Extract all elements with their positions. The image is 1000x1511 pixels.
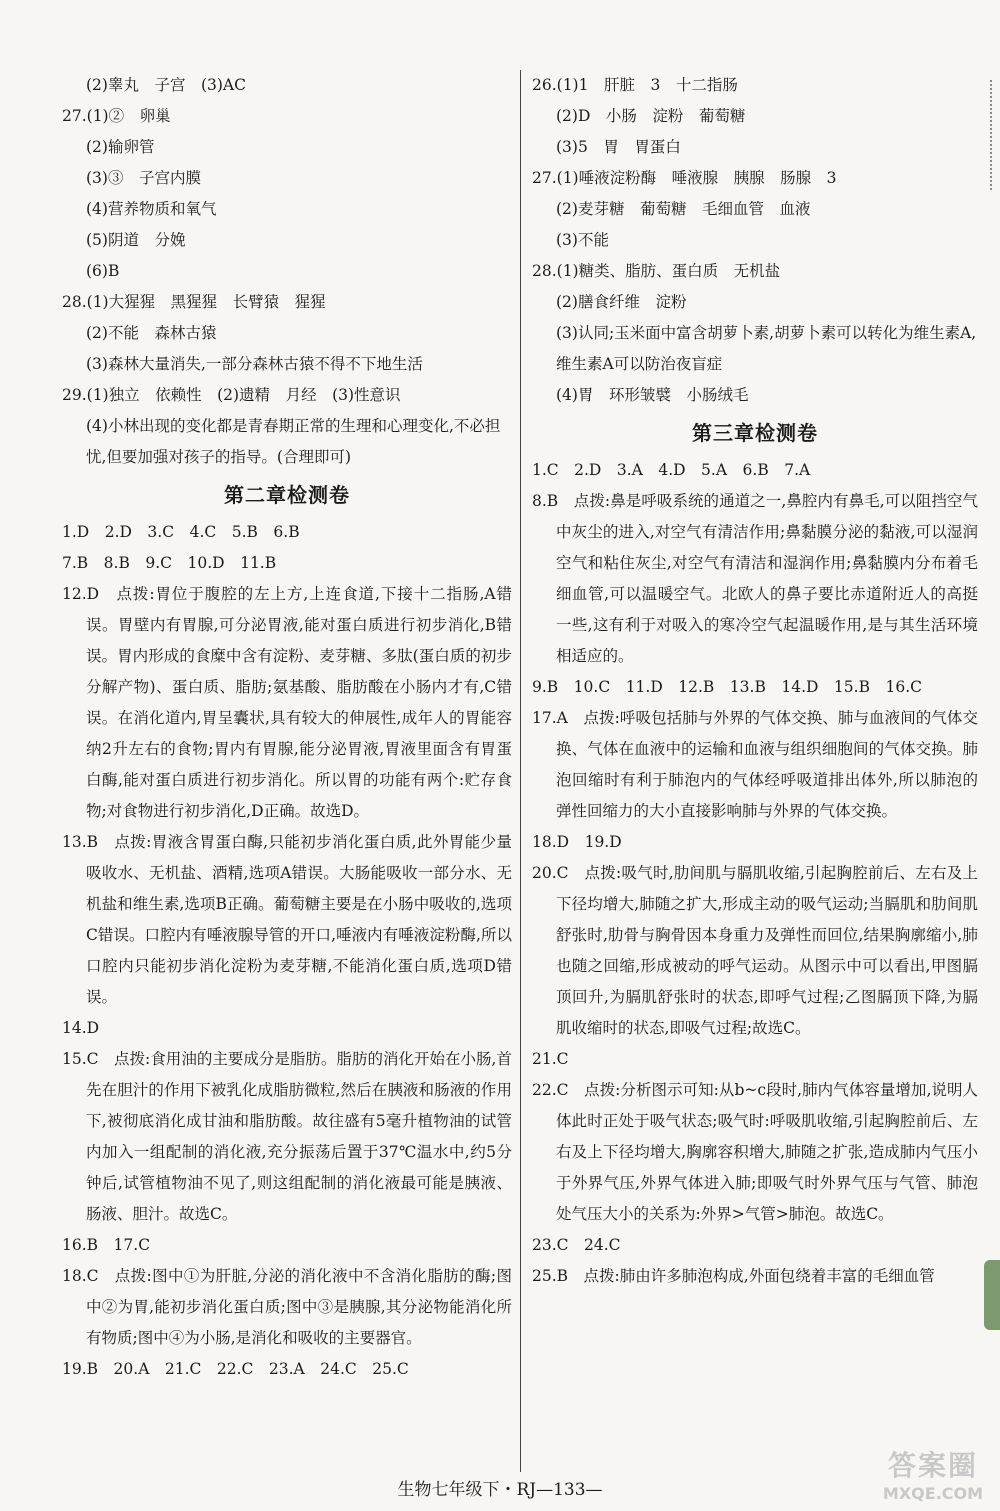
watermark-logo xyxy=(874,1444,992,1503)
answer-line: (2)输卵管 xyxy=(86,138,155,156)
answer-line: (3)5 胃 胃蛋白 xyxy=(556,138,681,156)
side-tab xyxy=(984,1260,1000,1330)
answer-line: (2)膳食纤维 淀粉 xyxy=(556,293,687,311)
answer-line: 16.B 17.C xyxy=(62,1236,151,1254)
answer-line: (4)小林出现的变化都是青春期正常的生理和心理变化,不必担忧,但要加强对孩子的指导。(合理即可) xyxy=(86,417,501,466)
answer-line: 26.(1)1 肝脏 3 十二指肠 xyxy=(532,76,738,94)
answer-line: 15.C 点拨:食用油的主要成分是脂肪。脂肪的消化开始在小肠,首先在胆汁的作用下被乳化成脂肪微粒,然后在胰液和肠液的作用下,被彻底消化成甘油和脂肪酸。故往盛有5毫升植物油的试管内加入一组配制的消化液,充分振荡后置于37℃温水中,约5分钟后,试管植物油不见了,则这组配制的消化液最可能是胰液、肠液、胆汁。故选C。 xyxy=(62,1050,512,1223)
answer-line: (2)麦芽糖 葡萄糖 毛细血管 血液 xyxy=(556,200,811,218)
answer-line: 28.(1)糖类、脂肪、蛋白质 无机盐 xyxy=(532,262,781,280)
page-footer: 生物七年级下・RJ—133— xyxy=(397,1480,603,1500)
answer-line: (4)胃 环形皱襞 小肠绒毛 xyxy=(556,386,749,404)
answer-line: 1.D 2.D 3.C 4.C 5.B 6.B xyxy=(62,523,300,541)
answer-line: 20.C 点拨:吸气时,肋间肌与膈肌收缩,引起胸腔前后、左右及上下径均增大,肺随之扩大,形成主动的吸气运动;当膈肌和肋间肌舒张时,肋骨与胸骨因本身重力及弹性而回位,结果胸廓缩小,肺也随之回缩,形成被动的呼气运动。从图示中可以看出,甲图膈顶回升,为膈肌舒张时的状态,即呼气过程;乙图膈顶下降,为膈肌收缩时的状态,即吸气过程;故选C。 xyxy=(532,864,978,1037)
answer-line: (5)阴道 分娩 xyxy=(86,231,186,249)
answer-line: 25.B 点拨:肺由许多肺泡构成,外面包绕着丰富的毛细血管 xyxy=(532,1267,935,1285)
answer-line: (3)森林大量消失,一部分森林古猿不得不下地生活 xyxy=(86,355,423,373)
section-heading: 第二章检测卷 xyxy=(224,483,350,507)
answer-line: (3)不能 xyxy=(556,231,609,249)
answer-line: 27.(1)② 卵巢 xyxy=(62,107,171,125)
answer-line: (3)③ 子宫内膜 xyxy=(86,169,201,187)
watermark-url: MXQE.COM xyxy=(882,1484,984,1503)
answer-line: 19.B 20.A 21.C 22.C 23.A 24.C 25.C xyxy=(62,1360,409,1378)
answer-line: 21.C xyxy=(532,1050,569,1068)
section-heading: 第三章检测卷 xyxy=(692,421,818,445)
answer-line: 13.B 点拨:胃液含胃蛋白酶,只能初步消化蛋白质,此外胃能少量吸收水、无机盐、酒精,选项A错误。大肠能吸收一部分水、无机盐和维生素,选项B正确。葡萄糖主要是在小肠中吸收的,选项C错误。口腔内有唾液腺导管的开口,唾液内有唾液淀粉酶,所以口腔内只能初步消化淀粉为麦芽糖,不能消化蛋白质,选项D错误。 xyxy=(62,833,512,1006)
answer-line: 22.C 点拨:分析图示可知:从b~c段时,肺内气体容量增加,说明人体此时正处于吸气状态;吸气时:呼吸肌收缩,引起胸腔前后、左右及上下径均增大,胸廓容积增大,肺随之扩张,造成肺内气压小于外界气压,外界气体进入肺;即吸气时外界气压与气管、肺泡处气压大小的关系为:外界>气管>肺泡。故选C。 xyxy=(532,1081,978,1223)
answer-line: (2)D 小肠 淀粉 葡萄糖 xyxy=(556,107,746,125)
right-column xyxy=(532,70,978,1292)
answer-line: 12.D 点拨:胃位于腹腔的左上方,上连食道,下接十二指肠,A错误。胃壁内有胃腺,可分泌胃液,能对蛋白质进行初步消化,B错误。胃内形成的食糜中含有淀粉、麦芽糖、多肽(蛋白质的初步分解产物)、蛋白质、脂肪;氨基酸、脂肪酸在小肠内才有,C错误。在消化道内,胃呈囊状,具有较大的伸展性,成年人的胃能容纳2升左右的食物;胃内有胃腺,能分泌胃液,胃液里面含有胃蛋白酶,能对蛋白质进行初步消化。所以胃的功能有两个:贮存食物;对食物进行初步消化,D正确。故选D。 xyxy=(62,585,512,820)
answer-line: (6)B xyxy=(86,262,120,280)
watermark-text: 答案圈 xyxy=(887,1449,978,1482)
answer-line: 27.(1)唾液淀粉酶 唾液腺 胰腺 肠腺 3 xyxy=(532,169,837,187)
answer-line: (3)认同;玉米面中富含胡萝卜素,胡萝卜素可以转化为维生素A,维生素A可以防治夜盲症 xyxy=(556,324,977,373)
answer-line: 14.D xyxy=(62,1019,100,1037)
column-divider xyxy=(520,70,521,1472)
answer-line: 29.(1)独立 依赖性 (2)遗精 月经 (3)性意识 xyxy=(62,386,401,404)
answer-line: 17.A 点拨:呼吸包括肺与外界的气体交换、肺与血液间的气体交换、气体在血液中的运输和血液与组织细胞间的气体交换。肺泡回缩时有利于肺泡内的气体经呼吸道排出体外,所以肺泡的弹性回缩力的大小直接影响肺与外界的气体交换。 xyxy=(532,709,978,820)
answer-line: 7.B 8.B 9.C 10.D 11.B xyxy=(62,554,277,572)
answer-line: 18.D 19.D xyxy=(532,833,622,851)
answer-line: 1.C 2.D 3.A 4.D 5.A 6.B 7.A xyxy=(532,461,811,479)
answer-line: 28.(1)大猩猩 黑猩猩 长臂猿 猩猩 xyxy=(62,293,326,311)
answer-line: 8.B 点拨:鼻是呼吸系统的通道之一,鼻腔内有鼻毛,可以阻挡空气中灰尘的进入,对空气有清洁作用;鼻黏膜分泌的黏液,可以湿润空气和粘住灰尘,对空气有清洁和湿润作用;鼻黏膜内分布着毛细血管,可以温暖空气。北欧人的鼻子要比赤道附近人的高挺一些,这有利于对吸入的寒冷空气起温暖作用,是与其生活环境相适应的。 xyxy=(532,492,978,665)
answer-line: 23.C 24.C xyxy=(532,1236,621,1254)
answer-line: (4)营养物质和氧气 xyxy=(86,200,217,218)
left-column xyxy=(62,70,512,1385)
answer-line: (2)睾丸 子宫 (3)AC xyxy=(86,76,246,94)
answer-line: 18.C 点拨:图中①为肝脏,分泌的消化液中不含消化脂肪的酶;图中②为胃,能初步消化蛋白质;图中③是胰腺,其分泌物能消化所有物质;图中④为小肠,是消化和吸收的主要器官。 xyxy=(62,1267,512,1347)
answer-line: (2)不能 森林古猿 xyxy=(86,324,217,342)
page-edge-mark xyxy=(990,80,995,190)
answer-line: 9.B 10.C 11.D 12.B 13.B 14.D 15.B 16.C xyxy=(532,678,922,696)
